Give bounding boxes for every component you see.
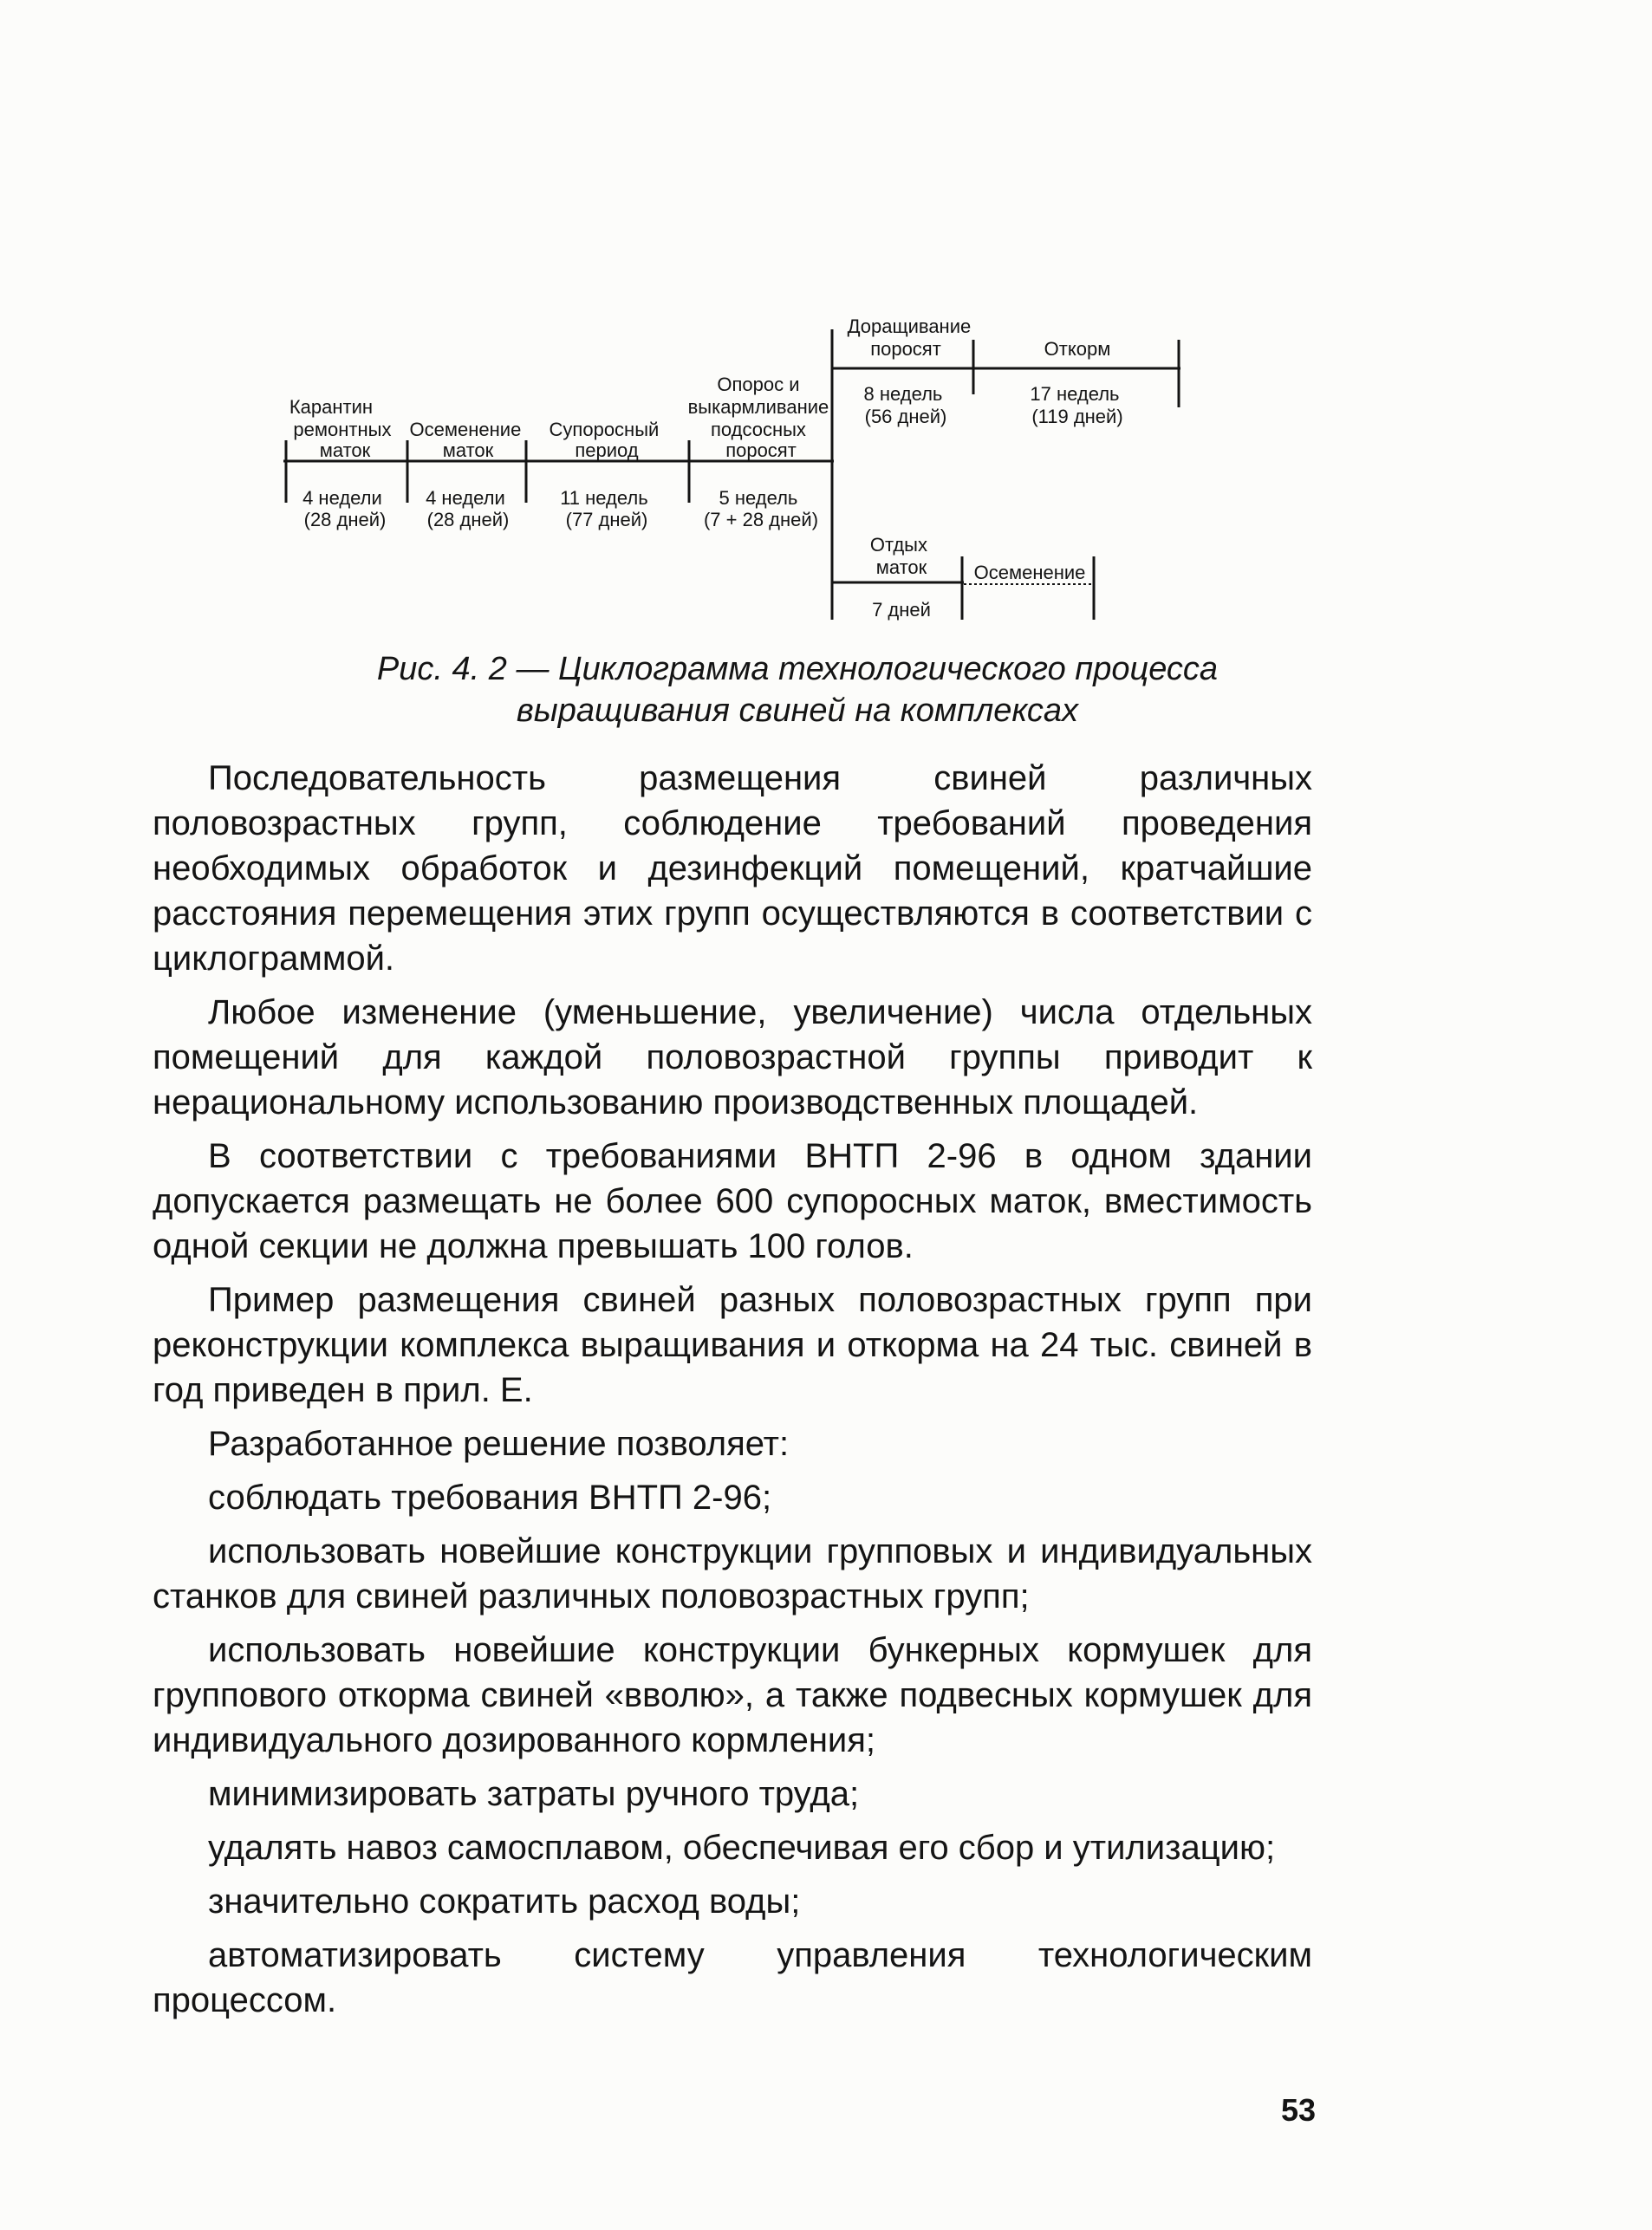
duration-fattening: 17 недель (119 дней) (1030, 383, 1123, 427)
list-item: использовать новейшие конструкции бункерных кормушек для группового откорма свиней «вволю», а также подвесных кормушек для индивидуального дозированного кормления; (153, 1631, 1312, 1759)
duration-quarantine: 4 недели (28 дней) (302, 487, 387, 530)
duration-sow-rest: 7 дней (872, 599, 931, 621)
paragraph: Пример размещения свиней разных половозрастных групп при реконструкции комплекса выращивания и откорма на 24 тыс. свиней в год приведен в прил. Е. (153, 1281, 1312, 1409)
label-re-insemination: Осеменение (973, 562, 1086, 583)
label-fattening: Откорм (1044, 338, 1111, 360)
label-insemination: Осеменение маток (409, 419, 522, 461)
duration-pregnancy: 11 недель (77 дней) (560, 487, 648, 530)
label-rearing: Доращивание поросят (847, 315, 972, 360)
list-item: использовать новейшие конструкции групповых и индивидуальных станков для свиней различных половозрастных групп; (153, 1532, 1312, 1616)
duration-insemination: 4 недели (28 дней) (426, 487, 510, 530)
page-number: 53 (1280, 2092, 1316, 2128)
list-item: автоматизировать систему управления технологическим процессом. (153, 1936, 1312, 2019)
caption-line-1: Рис. 4. 2 — Циклограмма технологического процесса (376, 651, 1219, 687)
paragraph: Любое изменение (уменьшение, увеличение) числа отдельных помещений для каждой половозрастной группы приводит к нерациональному использованию производственных площадей. (153, 993, 1312, 1122)
label-farrowing: Опорос и выкармливание подсосных поросят (687, 374, 829, 461)
duration-farrowing: 5 недель (7 + 28 дней) (703, 487, 819, 530)
paragraph: Последовательность размещения свиней различных половозрастных групп, соблюдение требований проведения необходимых обработок и дезинфекций помещений, кратчайшие расстояния перемещения этих групп осуществляются в соответствии с циклограммой. (153, 759, 1312, 978)
list-item: значительно сократить расход воды; (208, 1882, 801, 1921)
label-quarantine: Карантин ремонтных маток (289, 396, 392, 461)
caption-line-2: выращивания свиней на комплексах (516, 692, 1079, 729)
duration-rearing: 8 недель (56 дней) (863, 383, 947, 427)
paragraph: В соответствии с требованиями ВНТП 2-96 в одном здании допускается размещать не более 600 супоросных маток, вместимость одной секции не должна превышать 100 голов. (153, 1137, 1312, 1265)
cyclogram-diagram (0, 0, 1652, 641)
label-pregnancy: Супоросный период (549, 419, 660, 461)
figure-caption (208, 648, 1387, 731)
body-text (153, 756, 1312, 2032)
list-item: удалять навоз самосплавом, обеспечивая его сбор и утилизацию; (208, 1829, 1276, 1867)
list-item: соблюдать требования ВНТП 2-96; (208, 1479, 772, 1517)
list-item: минимизировать затраты ручного труда; (208, 1775, 860, 1813)
label-sow-rest: Отдых маток (869, 534, 927, 578)
paragraph: Разработанное решение позволяет: (208, 1425, 790, 1463)
